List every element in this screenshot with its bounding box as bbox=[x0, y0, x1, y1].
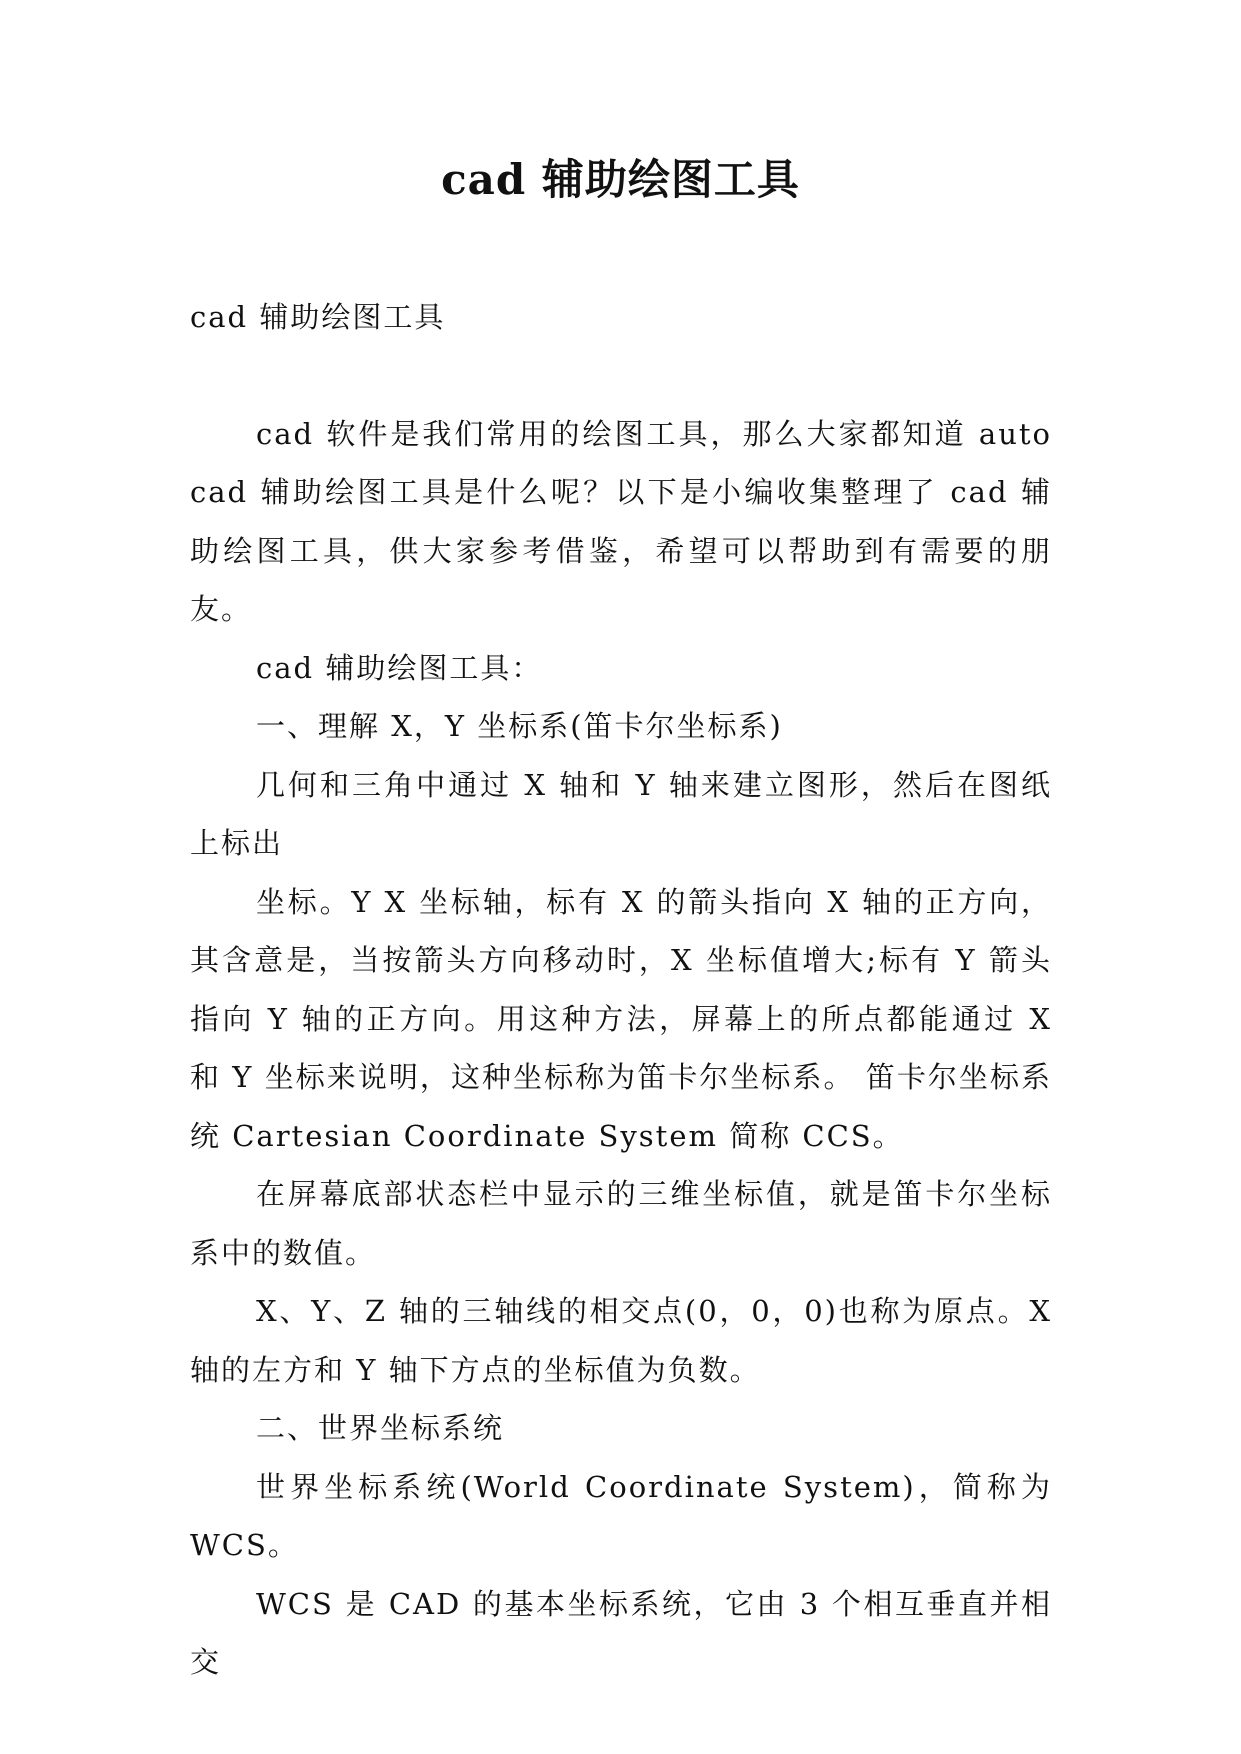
paragraph-intro: cad 软件是我们常用的绘图工具，那么大家都知道 auto cad 辅助绘图工具是什么呢？以下是小编收集整理了 cad 辅助绘图工具，供大家参考借鉴，希望可以帮助到有需要的朋友。 bbox=[190, 416, 1052, 626]
section-heading-1: 一、理解 X，Y 坐标系(笛卡尔坐标系) bbox=[256, 709, 783, 743]
paragraph-cartesian: 坐标。Y X 坐标轴，标有 X 的箭头指向 X 轴的正方向，其含意是，当按箭头方向移动时，X 坐标值增大;标有 Y 箭头指向 Y 轴的正方向。用这种方法，屏幕上的所点都能通过 X 和 Y 坐标来说明，这种坐标称为笛卡尔坐标系。 笛卡尔坐标系统 Cartesian Coordinate System 简称 CCS。 bbox=[190, 884, 1052, 1153]
document-body bbox=[190, 288, 1052, 1692]
paragraph-statusbar: 在屏幕底部状态栏中显示的三维坐标值，就是笛卡尔坐标系中的数值。 bbox=[190, 1177, 1052, 1270]
paragraph-wcs-basis: WCS 是 CAD 的基本坐标系统，它由 3 个相互垂直并相交 bbox=[190, 1586, 1052, 1679]
paragraph-origin: X、Y、Z 轴的三轴线的相交点(0，0，0)也称为原点。X 轴的左方和 Y 轴下方点的坐标值为负数。 bbox=[190, 1294, 1052, 1387]
paragraph-tools-heading: cad 辅助绘图工具： bbox=[256, 650, 543, 685]
paragraph-axes: 几何和三角中通过 X 轴和 Y 轴来建立图形，然后在图纸上标出 bbox=[190, 767, 1052, 860]
paragraph-wcs-definition: 世界坐标系统(World Coordinate System)，简称为 WCS。 bbox=[190, 1469, 1052, 1562]
document-subtitle: cad 辅助绘图工具 bbox=[190, 300, 446, 334]
document-title: cad 辅助绘图工具 bbox=[441, 155, 800, 204]
section-heading-2: 二、世界坐标系统 bbox=[256, 1411, 505, 1445]
